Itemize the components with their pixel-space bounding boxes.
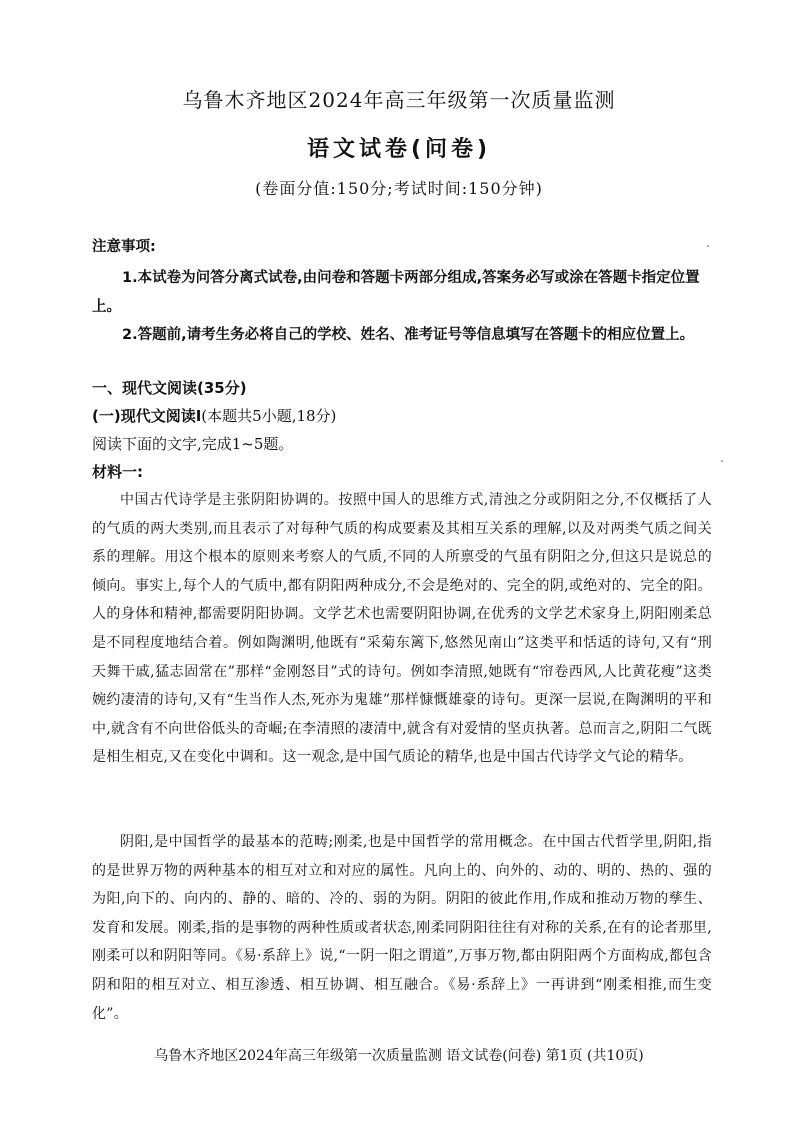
exam-title: 乌鲁木齐地区2024年高三年级第一次质量监测 [182, 88, 616, 112]
subsection-label: (一)现代文阅读I [92, 407, 202, 425]
paper-subtitle: 语文试卷(问卷) [306, 137, 492, 162]
subsection-note: (本题共5小题,18分) [201, 407, 337, 425]
paragraph-1: 中国古代诗学是主张阴阳协调的。按照中国人的思维方式,清浊之分或阴阳之分,不仅概括了人的气质的两大类别,而且表示了对每种气质的构成要素及其相互关系的理解,以及对两类气质之间关系的理解。用这个根本的原则来考察人的气质,不同的人所禀受的气虽有阴阳之分,但这只是说总的倾向。事实上,每个人的气质中,都有阴阳两种成分,不会是绝对的、完全的阴,或绝对的、完全的阳。人的身体和精神,都需要阴阳协调。文学艺术也需要阴阳协调,在优秀的文学艺术家身上,阴阳刚柔总是不同程度地结合着。例如陶渊明,他既有“采菊东篱下,悠然见南山”这类平和恬适的诗句,又有“刑天舞干戚,猛志固常在”那样“金刚怒目”式的诗句。例如李清照,她既有“帘卷西风,人比黄花瘦”这类婉约凄清的诗句,又有“生当作人杰,死亦为鬼雄”那样慷慨雄豪的诗句。更深一层说,在陶渊明的平和中,就含有不向世俗低头的奇崛;在李清照的凄清中,就含有对爱情的坚贞执著。总而言之,阴阳二气既是相生相克,又在变化中调和。这一观念,是中国气质论的精华,也是中国古代诗学文气论的精华。 [92, 492, 712, 766]
scan-speck [721, 460, 723, 462]
notice-item-1: 1.本试卷为问答分离式试卷,由问卷和答题卡两部分组成,答案务必写或涂在答题卡指定位置上。 [92, 270, 700, 315]
exam-meta: (卷面分值:150分;考试时间:150分钟) [255, 179, 543, 198]
section-heading: 一、现代文阅读(35分) [92, 379, 247, 397]
page-footer: 乌鲁木齐地区2024年高三年级第一次质量监测 语文试卷(问卷) 第1页 (共10页) [154, 1048, 644, 1064]
notice-item-2: 2.答题前,请考生务必将自己的学校、姓名、准考证号等信息填写在答题卡的相应位置上。 [122, 327, 695, 343]
material-label: 材料一: [92, 463, 143, 481]
reading-instruction: 阅读下面的文字,完成1~5题。 [92, 435, 294, 453]
notice-heading: 注意事项: [92, 239, 156, 255]
subsection-heading [92, 405, 336, 426]
scan-speck [707, 245, 709, 247]
paragraph-2: 阴阳,是中国哲学的最基本的范畴;刚柔,也是中国哲学的常用概念。在中国古代哲学里,阴阳,指的是世界万物的两种基本的相互对立和对应的属性。凡向上的、向外的、动的、明的、热的、强的为阳,向下的、向内的、静的、暗的、冷的、弱的为阴。阴阳的彼此作用,作成和推动万物的孳生、发育和发展。刚柔,指的是事物的两种性质或者状态,刚柔同阴阳往往有对称的关系,在有的论者那里,刚柔可以和阴阳等同。《易·系辞上》说,“一阴一阳之谓道”,万事万物,都由阴阳两个方面构成,都包含阴和阳的相互对立、相互渗透、相互协调、相互融合。《易·系辞上》一再讲到“刚柔相推,而生变化”。 [92, 834, 712, 1022]
